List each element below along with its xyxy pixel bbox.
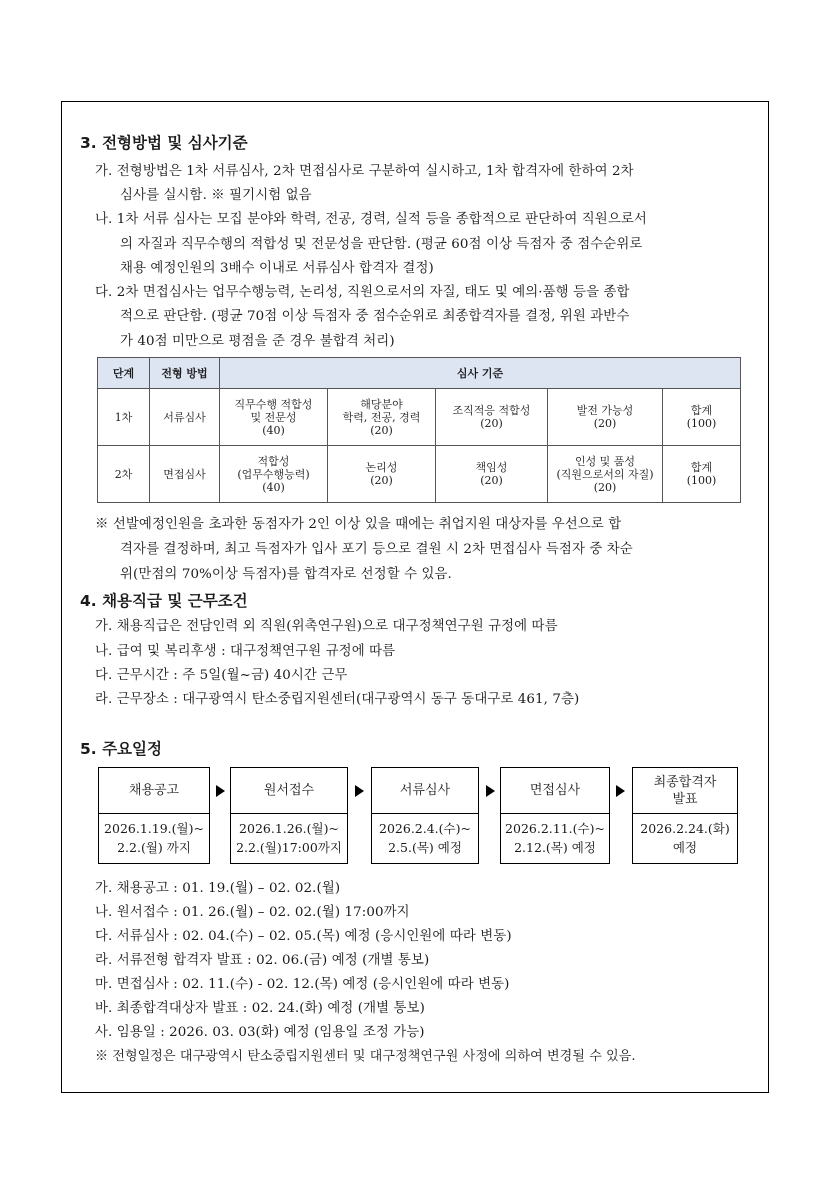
s3-line-na-1: 나. 1차 서류 심사는 모집 분야와 학력, 전공, 경력, 실적 등을 종합적으로 판단하여 직원으로서 xyxy=(95,212,647,227)
row1-stage: 1차 xyxy=(98,389,150,446)
s4-line-ga: 가. 채용직급은 전담인력 외 직원(위촉연구원)으로 대구정책연구원 규정에 따름 xyxy=(95,619,558,634)
criteria-header-row xyxy=(98,358,741,389)
row2-c4: 인성 및 품성 (직원으로서의 자질) (20) xyxy=(548,446,663,503)
flow-step-2: 원서접수 2026.1.26.(월)~ 2.2.(월)17:00까지 xyxy=(230,767,348,864)
s5-line-ba: 바. 최종합격대상자 발표 : 02. 24.(화) 예정 (개별 통보) xyxy=(95,1001,425,1016)
flow-step-5: 최종합격자 발표 2026.2.24.(화) 예정 xyxy=(632,767,738,864)
s5-line-ga: 가. 채용공고 : 01. 19.(월) – 02. 02.(월) xyxy=(95,881,341,896)
s5-line-da: 다. 서류심사 : 02. 04.(수) – 02. 05.(목) 예정 (응시인원에 따라 변동) xyxy=(95,929,512,944)
arrow-right-icon xyxy=(486,785,495,797)
row2-c1: 적합성 (업무수행능력) (40) xyxy=(220,446,328,503)
criteria-table xyxy=(97,357,741,503)
section5-title: 5. 주요일정 xyxy=(80,740,162,758)
row2-c5: 합계 (100) xyxy=(663,446,741,503)
header-stage: 단계 xyxy=(98,358,150,389)
s3-line-na-2: 의 자질과 직무수행의 적합성 및 전문성을 판단함. (평균 60점 이상 득점자 중 점수순위로 xyxy=(120,237,643,252)
table-row xyxy=(98,446,741,503)
s4-line-da: 다. 근무시간 : 주 5일(월~금) 40시간 근무 xyxy=(95,668,348,683)
flow-step-3: 서류심사 2026.2.4.(수)~ 2.5.(목) 예정 xyxy=(371,767,479,864)
flow-step-1: 채용공고 2026.1.19.(월)~ 2.2.(월) 까지 xyxy=(98,767,210,864)
s5-line-na: 나. 원서접수 : 01. 26.(월) – 02. 02.(월) 17:00까지 xyxy=(95,905,410,920)
row1-c1: 직무수행 적합성 및 전문성 (40) xyxy=(220,389,328,446)
s3-note-2: 격자를 결정하며, 최고 득점자가 입사 포기 등으로 결원 시 2차 면접심사 득점자 중 차순 xyxy=(120,542,633,557)
header-criteria: 심사 기준 xyxy=(220,358,741,389)
s3-line-da-1: 다. 2차 면접심사는 업무수행능력, 논리성, 직원으로서의 자질, 태도 및 예의·품행 등을 종합 xyxy=(95,285,630,300)
s3-line-da-3: 가 40점 미만으로 평점을 준 경우 불합격 처리) xyxy=(120,334,395,349)
s3-line-da-2: 적으로 판단함. (평균 70점 이상 득점자 중 점수순위로 최종합격자를 결정, 위원 과반수 xyxy=(120,309,630,324)
s3-line-ga-1: 가. 전형방법은 1차 서류심사, 2차 면접심사로 구분하여 실시하고, 1차 합격자에 한하여 2차 xyxy=(95,164,634,179)
row1-c3: 조직적응 적합성 (20) xyxy=(436,389,548,446)
row2-c2: 논리성 (20) xyxy=(328,446,436,503)
s3-note-3: 위(만점의 70%이상 득점자)를 합격자로 선정할 수 있음. xyxy=(120,567,452,582)
s4-line-na: 나. 급여 및 복리후생 : 대구정책연구원 규정에 따름 xyxy=(95,644,396,659)
s3-line-na-3: 채용 예정인원의 3배수 이내로 서류심사 합격자 결정) xyxy=(120,261,434,276)
arrow-right-icon xyxy=(616,785,625,797)
s5-note: ※ 전형일정은 대구광역시 탄소중립지원센터 및 대구정책연구원 사정에 의하여 변경될 수 있음. xyxy=(95,1049,636,1064)
s3-line-ga-2: 심사를 실시함. ※ 필기시험 없음 xyxy=(120,188,312,203)
s5-line-ma: 마. 면접심사 : 02. 11.(수) - 02. 12.(목) 예정 (응시인원에 따라 변동) xyxy=(95,977,510,992)
s3-note-1: ※ 선발예정인원을 초과한 동점자가 2인 이상 있을 때에는 취업지원 대상자를 우선으로 합 xyxy=(95,517,622,532)
row1-c4: 발전 가능성 (20) xyxy=(548,389,663,446)
row1-c5: 합계 (100) xyxy=(663,389,741,446)
s5-line-ra: 라. 서류전형 합격자 발표 : 02. 06.(금) 예정 (개별 통보) xyxy=(95,953,430,968)
row2-c3: 책임성 (20) xyxy=(436,446,548,503)
row2-stage: 2차 xyxy=(98,446,150,503)
row2-method: 면접심사 xyxy=(150,446,220,503)
s4-line-ra: 라. 근무장소 : 대구광역시 탄소중립지원센터(대구광역시 동구 동대구로 461, 7층) xyxy=(95,692,580,707)
arrow-right-icon xyxy=(216,785,225,797)
arrow-right-icon xyxy=(355,785,364,797)
header-method: 전형 방법 xyxy=(150,358,220,389)
row1-c2: 해당분야 학력, 전공, 경력 (20) xyxy=(328,389,436,446)
table-row xyxy=(98,389,741,446)
section3-title: 3. 전형방법 및 심사기준 xyxy=(80,134,248,152)
row1-method: 서류심사 xyxy=(150,389,220,446)
s5-line-sa: 사. 임용일 : 2026. 03. 03(화) 예정 (임용일 조정 가능) xyxy=(95,1025,425,1040)
flow-step-4: 면접심사 2026.2.11.(수)~ 2.12.(목) 예정 xyxy=(500,767,610,864)
section4-title: 4. 채용직급 및 근무조건 xyxy=(80,592,248,610)
